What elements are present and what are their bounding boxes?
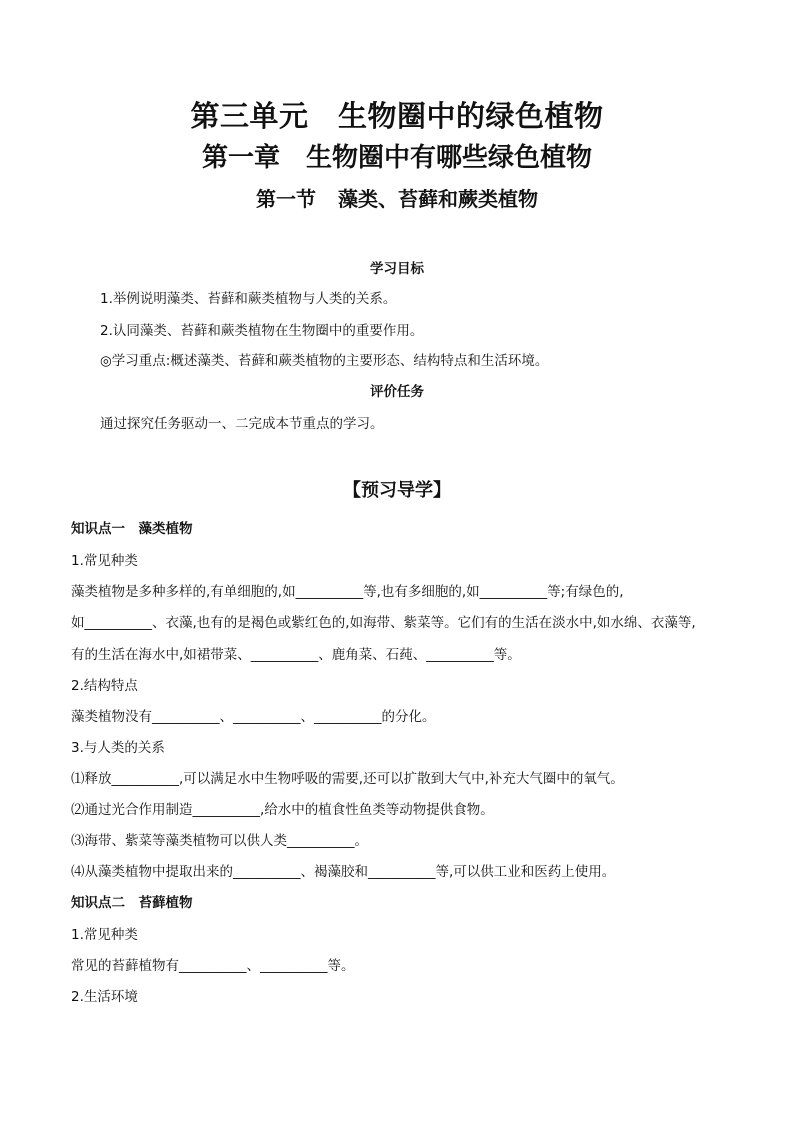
preview-heading: 【预习导学】	[343, 480, 451, 501]
kp1-structure-label: 2.结构特点	[71, 678, 138, 694]
kp1-relation-label: 3.与人类的关系	[71, 740, 165, 756]
fill-blank-line: 藻类植物是多种多样的,有单细胞的,如__________等,也有多细胞的,如__________等;有绿色的,	[71, 584, 624, 600]
kp1-common-kinds-label: 1.常见种类	[71, 553, 138, 569]
key-point-item: ◎学习重点:概述藻类、苔藓和蕨类植物的主要形态、结构特点和生活环境。	[100, 353, 549, 369]
fill-blank-line: ⑶海带、紫菜等藻类植物可以供人类__________。	[71, 833, 368, 849]
evaluation-text: 通过探究任务驱动一、二完成本节重点的学习。	[100, 416, 384, 432]
unit-title: 第三单元 生物圈中的绿色植物	[190, 99, 604, 133]
knowledge-point-2-title: 知识点二 苔藓植物	[71, 895, 193, 911]
section-number: 第一节	[256, 187, 316, 211]
fill-blank-line: 有的生活在海水中,如裙带菜、__________、鹿角菜、石莼、__________等。	[71, 647, 521, 663]
section-name: 藻类、苔藓和蕨类植物	[338, 187, 538, 211]
fill-blank-line: ⑷从藻类植物中提取出来的__________、褐藻胶和__________等,可以供工业和医药上使用。	[71, 864, 616, 880]
knowledge-point-1-title: 知识点一 藻类植物	[71, 521, 193, 537]
objective-item: 2.认同藻类、苔藓和蕨类植物在生物圈中的重要作用。	[100, 323, 424, 339]
fill-blank-line: ⑴释放__________,可以满足水中生物呼吸的需要,还可以扩散到大气中,补充大气圈中的氧气。	[71, 771, 624, 787]
chapter-title: 第一章 生物圈中有哪些绿色植物	[201, 143, 592, 173]
section-title	[0, 184, 794, 214]
objective-item: 1.举例说明藻类、苔藓和蕨类植物与人类的关系。	[100, 291, 397, 307]
fill-blank-line: ⑵通过光合作用制造__________,给水中的植食性鱼类等动物提供食物。	[71, 802, 494, 818]
fill-blank-line: 如__________、衣藻,也有的是褐色或紫红色的,如海带、紫菜等。它们有的生活在淡水中,如水绵、衣藻等,	[71, 615, 696, 631]
objectives-heading: 学习目标	[370, 261, 424, 277]
kp2-habitat-label: 2.生活环境	[71, 989, 138, 1005]
evaluation-heading: 评价任务	[370, 384, 424, 400]
kp2-common-kinds-label: 1.常见种类	[71, 927, 138, 943]
fill-blank-line: 藻类植物没有__________、__________、__________的分化。	[71, 709, 436, 725]
fill-blank-line: 常见的苔藓植物有__________、__________等。	[71, 958, 355, 974]
